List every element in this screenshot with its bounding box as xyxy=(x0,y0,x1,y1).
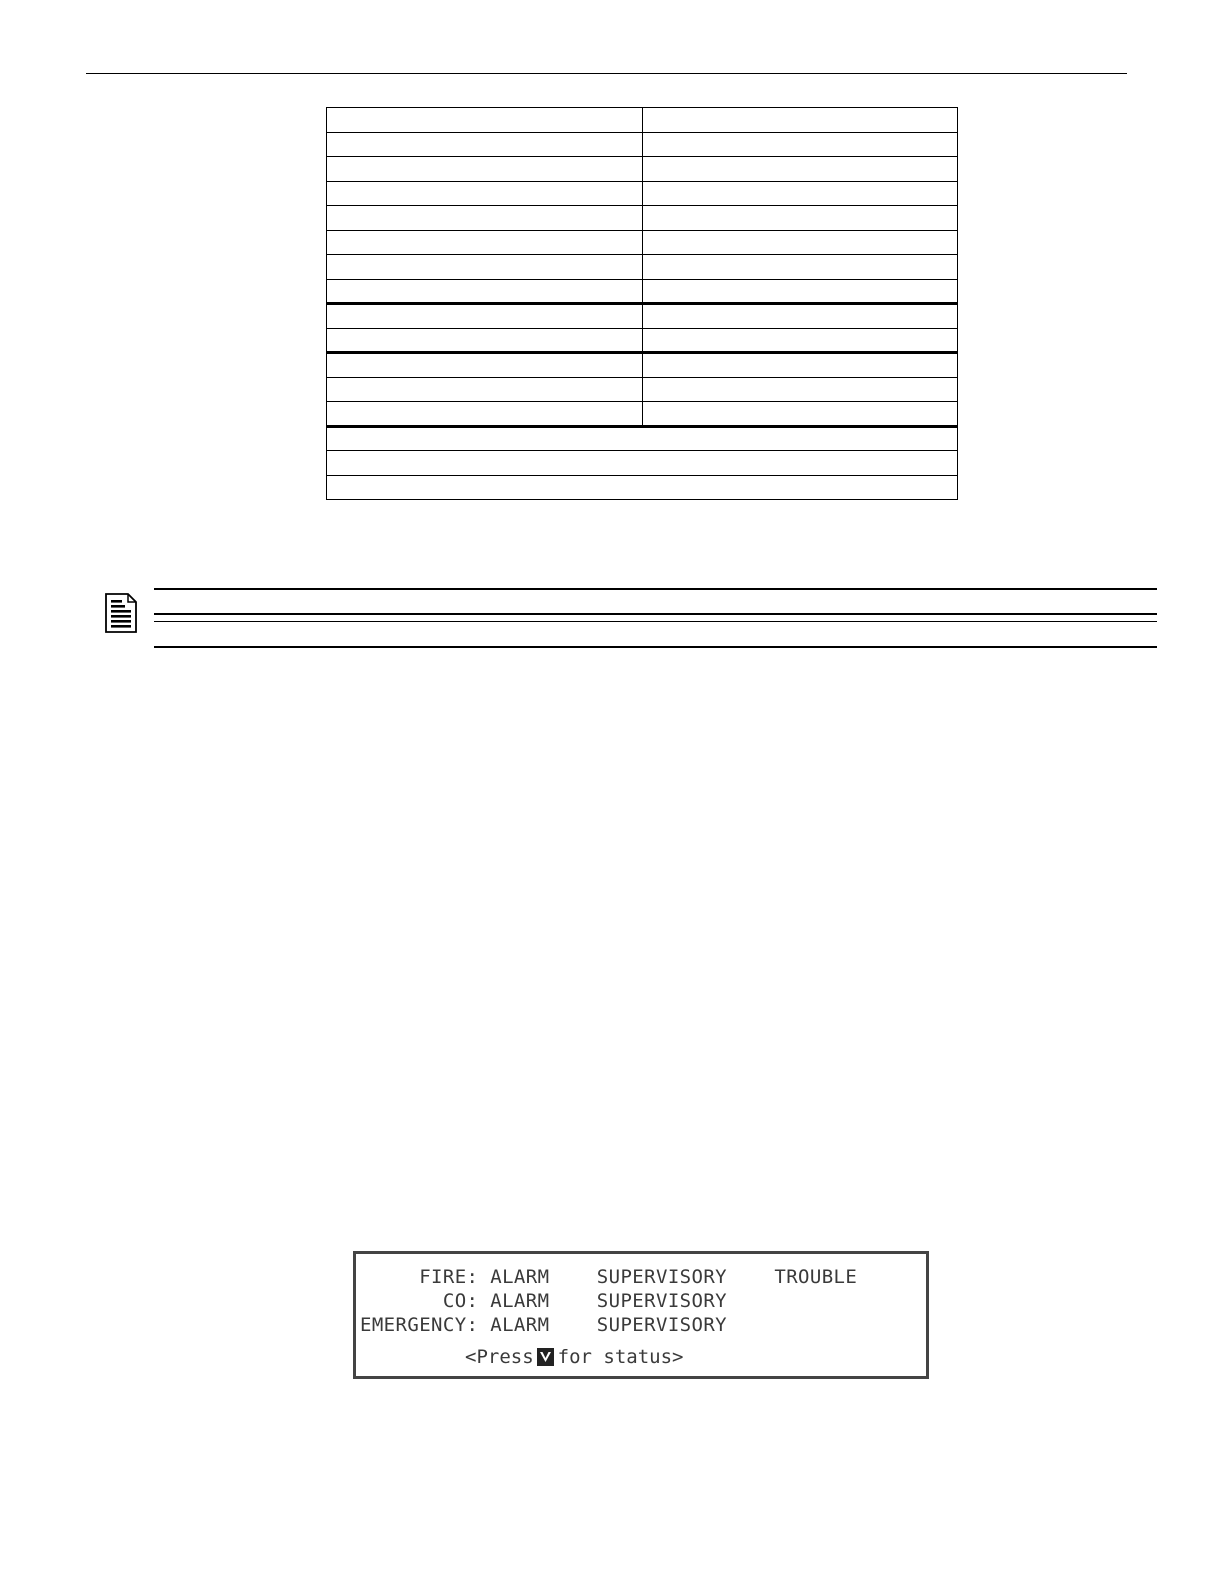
lcd-line-co: CO: ALARM SUPERVISORY xyxy=(360,1290,728,1312)
table-cell xyxy=(327,132,643,157)
table-row xyxy=(327,255,958,280)
note-icon xyxy=(104,592,138,634)
table-cell xyxy=(643,206,958,231)
lcd-line-emergency: EMERGENCY: ALARM SUPERVISORY xyxy=(360,1314,728,1336)
table-row xyxy=(327,157,958,182)
table-cell xyxy=(327,328,643,353)
table-cell xyxy=(643,132,958,157)
table-cell xyxy=(327,230,643,255)
table-cell xyxy=(643,328,958,353)
table-span-row xyxy=(327,475,958,500)
table-row xyxy=(327,304,958,329)
table-cell xyxy=(327,304,643,329)
table-cell xyxy=(643,279,958,304)
table-row xyxy=(327,402,958,427)
lcd-prompt-end: for status> xyxy=(557,1346,684,1368)
table-cell xyxy=(643,181,958,206)
table-cell xyxy=(327,377,643,402)
table-cell xyxy=(643,402,958,427)
table-cell xyxy=(327,157,643,182)
header-rule xyxy=(86,73,1127,74)
table-cell xyxy=(643,353,958,378)
data-table xyxy=(326,107,957,500)
table-row xyxy=(327,279,958,304)
table-cell xyxy=(327,181,643,206)
table-cell xyxy=(327,279,643,304)
table-span-row xyxy=(327,451,958,476)
down-arrow-key-icon xyxy=(537,1348,554,1366)
table-row xyxy=(327,132,958,157)
table-cell xyxy=(643,304,958,329)
table-cell xyxy=(327,353,643,378)
table-cell xyxy=(643,377,958,402)
table-cell xyxy=(643,255,958,280)
table-cell xyxy=(327,451,958,476)
lcd-line-fire: FIRE: ALARM SUPERVISORY TROUBLE xyxy=(360,1266,858,1288)
note-bottom-rule xyxy=(154,646,1157,648)
table-cell xyxy=(643,230,958,255)
table-cell xyxy=(643,108,958,133)
table-cell xyxy=(327,206,643,231)
table-cell xyxy=(327,402,643,427)
table-row xyxy=(327,108,958,133)
table-cell xyxy=(327,426,958,451)
table-span-row xyxy=(327,426,958,451)
lcd-prompt xyxy=(465,1345,683,1369)
note-rule xyxy=(154,621,1157,622)
lcd-display xyxy=(353,1251,929,1379)
table-cell xyxy=(327,108,643,133)
table-row xyxy=(327,230,958,255)
lcd-prompt-start: <Press xyxy=(465,1346,534,1368)
table-cell xyxy=(327,255,643,280)
table-row xyxy=(327,377,958,402)
table-row xyxy=(327,328,958,353)
table-row xyxy=(327,206,958,231)
note-rule xyxy=(154,613,1157,615)
table-cell xyxy=(327,475,958,500)
table-cell xyxy=(643,157,958,182)
note-top-rule xyxy=(154,588,1157,590)
table-row xyxy=(327,353,958,378)
table-row xyxy=(327,181,958,206)
